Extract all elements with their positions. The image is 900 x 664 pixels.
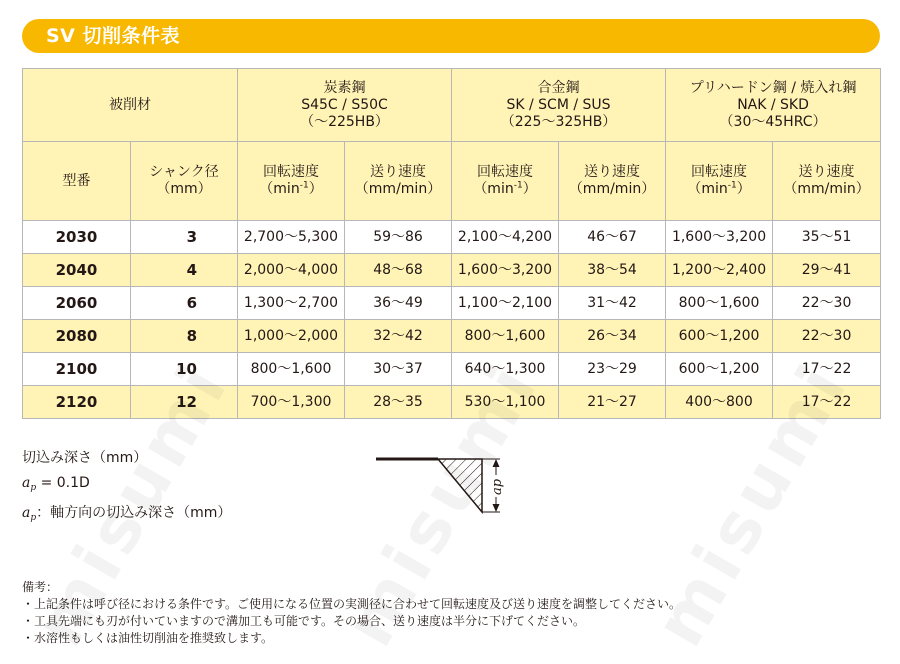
group-name: 合金鋼 bbox=[537, 79, 580, 96]
feed-cell: 36〜49 bbox=[345, 287, 452, 320]
speed-cell: 1,300〜2,700 bbox=[238, 287, 345, 320]
group-grades: SK / SCM / SUS bbox=[506, 96, 611, 113]
speed-cell: 800〜1,600 bbox=[452, 320, 559, 353]
group-hardness: （225〜325HB） bbox=[500, 113, 617, 130]
speed-header-label: 回転速度 bbox=[691, 164, 748, 180]
table-row bbox=[23, 221, 881, 254]
shank-header-label: シャンク径 bbox=[149, 164, 219, 180]
group-name: プリハードン鋼 / 焼入れ鋼 bbox=[689, 79, 857, 96]
feed-cell: 31〜42 bbox=[559, 287, 666, 320]
ap-label: ap bbox=[490, 478, 505, 495]
feed-cell: 29〜41 bbox=[773, 254, 881, 287]
speed-cell: 1,600〜3,200 bbox=[666, 221, 773, 254]
speed-cell: 600〜1,200 bbox=[666, 353, 773, 386]
shank-header-unit: （mm） bbox=[156, 181, 212, 197]
feed-cell: 28〜35 bbox=[345, 386, 452, 419]
feed-cell: 22〜30 bbox=[773, 320, 881, 353]
model-cell: 2120 bbox=[23, 386, 131, 419]
arrow-up-icon bbox=[493, 459, 500, 467]
material-header-cell bbox=[23, 69, 238, 142]
note-item: ・工具先端にも刃が付いていますので溝加工も可能です。その場合、送り速度は半分に下げてください。 bbox=[22, 614, 586, 628]
group-hardness: （〜225HB） bbox=[300, 113, 389, 130]
speed-cell: 600〜1,200 bbox=[666, 320, 773, 353]
title-bar bbox=[22, 19, 880, 53]
note-item: ・水溶性もしくは油性切削油を推奨致します。 bbox=[22, 631, 274, 645]
speed-header-label: 回転速度 bbox=[477, 164, 534, 180]
depth-definition: $a_p$：軸方向の切込み深さ（mm） bbox=[22, 505, 232, 523]
feed-cell: 35〜51 bbox=[773, 221, 881, 254]
model-header: 型番 bbox=[62, 172, 91, 189]
feed-cell: 30〜37 bbox=[345, 353, 452, 386]
speed-header-label: 回転速度 bbox=[263, 164, 319, 180]
speed-cell: 1,600〜3,200 bbox=[452, 254, 559, 287]
group-hardness: （30〜45HRC） bbox=[719, 113, 827, 130]
feed-header-cell bbox=[345, 142, 452, 221]
model-header-cell bbox=[23, 142, 131, 221]
shank-header-cell bbox=[131, 142, 238, 221]
material-group-prehardened bbox=[666, 69, 881, 142]
notes-section bbox=[22, 579, 681, 647]
notes-heading: 備考： bbox=[22, 580, 59, 594]
feed-cell: 38〜54 bbox=[559, 254, 666, 287]
table-row bbox=[23, 254, 881, 287]
feed-header-unit: （mm/min） bbox=[783, 181, 870, 197]
material-header-row bbox=[23, 69, 881, 142]
depth-of-cut-diagram bbox=[372, 444, 512, 524]
shank-cell: 6 bbox=[131, 287, 238, 320]
speed-cell: 400〜800 bbox=[666, 386, 773, 419]
feed-header-cell bbox=[773, 142, 881, 221]
feed-cell: 46〜67 bbox=[559, 221, 666, 254]
shank-cell: 10 bbox=[131, 353, 238, 386]
table-row bbox=[23, 320, 881, 353]
page-title: SV 切削条件表 bbox=[46, 25, 181, 47]
cut-region-hatch bbox=[438, 459, 482, 512]
speed-cell: 2,100〜4,200 bbox=[452, 221, 559, 254]
group-name: 炭素鋼 bbox=[323, 79, 366, 96]
speed-cell: 800〜1,600 bbox=[238, 353, 345, 386]
speed-cell: 1,200〜2,400 bbox=[666, 254, 773, 287]
speed-cell: 2,000〜4,000 bbox=[238, 254, 345, 287]
model-cell: 2100 bbox=[23, 353, 131, 386]
model-cell: 2030 bbox=[23, 221, 131, 254]
shank-cell: 12 bbox=[131, 386, 238, 419]
speed-cell: 800〜1,600 bbox=[666, 287, 773, 320]
feed-cell: 17〜22 bbox=[773, 386, 881, 419]
table-row bbox=[23, 353, 881, 386]
feed-header-label: 送り速度 bbox=[584, 164, 641, 180]
material-group-carbon bbox=[238, 69, 452, 142]
speed-cell: 700〜1,300 bbox=[238, 386, 345, 419]
column-header-row bbox=[23, 142, 881, 221]
speed-header-cell bbox=[452, 142, 559, 221]
note-item: ・上記条件は呼び径における条件です。ご使用になる位置の実測径に合わせて回転速度及び送り速度を調整してください。 bbox=[22, 597, 682, 611]
feed-cell: 59〜86 bbox=[345, 221, 452, 254]
feed-cell: 22〜30 bbox=[773, 287, 881, 320]
feed-cell: 21〜27 bbox=[559, 386, 666, 419]
speed-cell: 1,100〜2,100 bbox=[452, 287, 559, 320]
group-grades: NAK / SKD bbox=[737, 96, 809, 113]
speed-header-unit: $(\min^{-1})$ bbox=[687, 180, 751, 197]
material-header: 被削材 bbox=[109, 96, 151, 113]
table-row bbox=[23, 287, 881, 320]
speed-header-unit: $(\min^{-1})$ bbox=[473, 180, 537, 197]
feed-cell: 17〜22 bbox=[773, 353, 881, 386]
depth-formula: $a_p = 0.1D$ bbox=[22, 475, 90, 493]
feed-cell: 32〜42 bbox=[345, 320, 452, 353]
cutting-conditions-table bbox=[22, 68, 881, 419]
table-row bbox=[23, 386, 881, 419]
depth-title: 切込み深さ（mm） bbox=[22, 450, 148, 466]
speed-header-unit: $(\min^{-1})$ bbox=[259, 180, 323, 197]
depth-of-cut-section bbox=[22, 446, 231, 531]
speed-cell: 2,700〜5,300 bbox=[238, 221, 345, 254]
feed-header-label: 送り速度 bbox=[798, 164, 855, 180]
shank-cell: 3 bbox=[131, 221, 238, 254]
feed-header-unit: （mm/min） bbox=[354, 181, 442, 197]
model-cell: 2040 bbox=[23, 254, 131, 287]
speed-cell: 640〜1,300 bbox=[452, 353, 559, 386]
feed-header-cell bbox=[559, 142, 666, 221]
shank-cell: 8 bbox=[131, 320, 238, 353]
feed-cell: 26〜34 bbox=[559, 320, 666, 353]
arrow-down-icon bbox=[493, 504, 500, 512]
speed-header-cell bbox=[238, 142, 345, 221]
material-group-alloy bbox=[452, 69, 666, 142]
shank-cell: 4 bbox=[131, 254, 238, 287]
model-cell: 2060 bbox=[23, 287, 131, 320]
feed-header-label: 送り速度 bbox=[370, 164, 426, 180]
feed-cell: 23〜29 bbox=[559, 353, 666, 386]
speed-cell: 1,000〜2,000 bbox=[238, 320, 345, 353]
feed-cell: 48〜68 bbox=[345, 254, 452, 287]
speed-cell: 530〜1,100 bbox=[452, 386, 559, 419]
feed-header-unit: （mm/min） bbox=[568, 181, 656, 197]
model-cell: 2080 bbox=[23, 320, 131, 353]
speed-header-cell bbox=[666, 142, 773, 221]
group-grades: S45C / S50C bbox=[301, 96, 388, 113]
